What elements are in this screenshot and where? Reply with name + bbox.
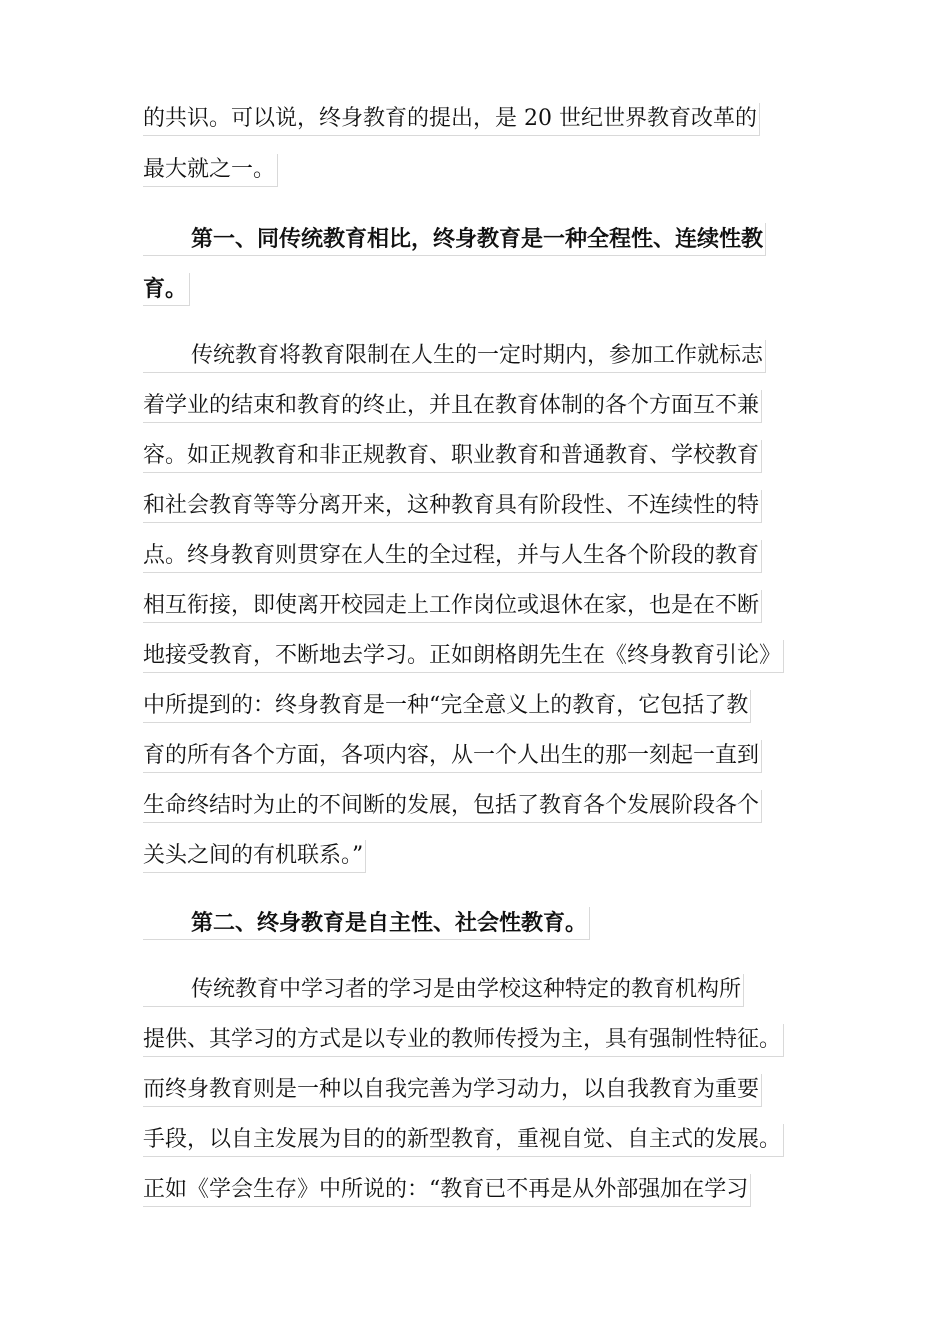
paragraph-line: 提供、其学习的方式是以专业的教师传授为主，具有强制性特征。 [143,1024,784,1057]
paragraph-line: 着学业的结束和教育的终止，并且在教育体制的各个方面互不兼 [143,390,762,423]
intro-line: 的共识。可以说，终身教育的提出，是 20 世纪世界教育改革的 [143,103,760,136]
paragraph-line: 和社会教育等等分离开来，这种教育具有阶段性、不连续性的特 [143,490,762,523]
paragraph-line: 传统教育将教育限制在人生的一定时期内，参加工作就标志 [143,340,766,373]
paragraph-line: 中所提到的：终身教育是一种“完全意义上的教育，它包括了教 [143,690,751,723]
section-heading-1: 育。 [143,273,190,306]
paragraph-line: 正如《学会生存》中所说的：“教育已不再是从外部强加在学习 [143,1174,751,1207]
paragraph-line: 地接受教育，不断地去学习。正如朗格朗先生在《终身教育引论》 [143,640,784,673]
paragraph-line: 点。终身教育则贯穿在人生的全过程，并与人生各个阶段的教育 [143,540,762,573]
paragraph-line: 容。如正规教育和非正规教育、职业教育和普通教育、学校教育 [143,440,762,473]
paragraph-line: 生命终结时为止的不间断的发展，包括了教育各个发展阶段各个 [143,790,762,823]
section-heading-1: 第一、同传统教育相比，终身教育是一种全程性、连续性教 [143,223,766,256]
paragraph-line: 传统教育中学习者的学习是由学校这种特定的教育机构所 [143,974,744,1007]
paragraph-line: 而终身教育则是一种以自我完善为学习动力，以自我教育为重要 [143,1074,762,1107]
paragraph-line: 育的所有各个方面，各项内容，从一个人出生的那一刻起一直到 [143,740,762,773]
paragraph-line: 相互衔接，即使离开校园走上工作岗位或退休在家，也是在不断 [143,590,762,623]
section-heading-2: 第二、终身教育是自主性、社会性教育。 [143,907,590,940]
intro-line: 最大就之一。 [143,154,278,187]
paragraph-line: 关头之间的有机联系。” [143,840,366,873]
paragraph-line: 手段，以自主发展为目的的新型教育，重视自觉、自主式的发展。 [143,1124,784,1157]
